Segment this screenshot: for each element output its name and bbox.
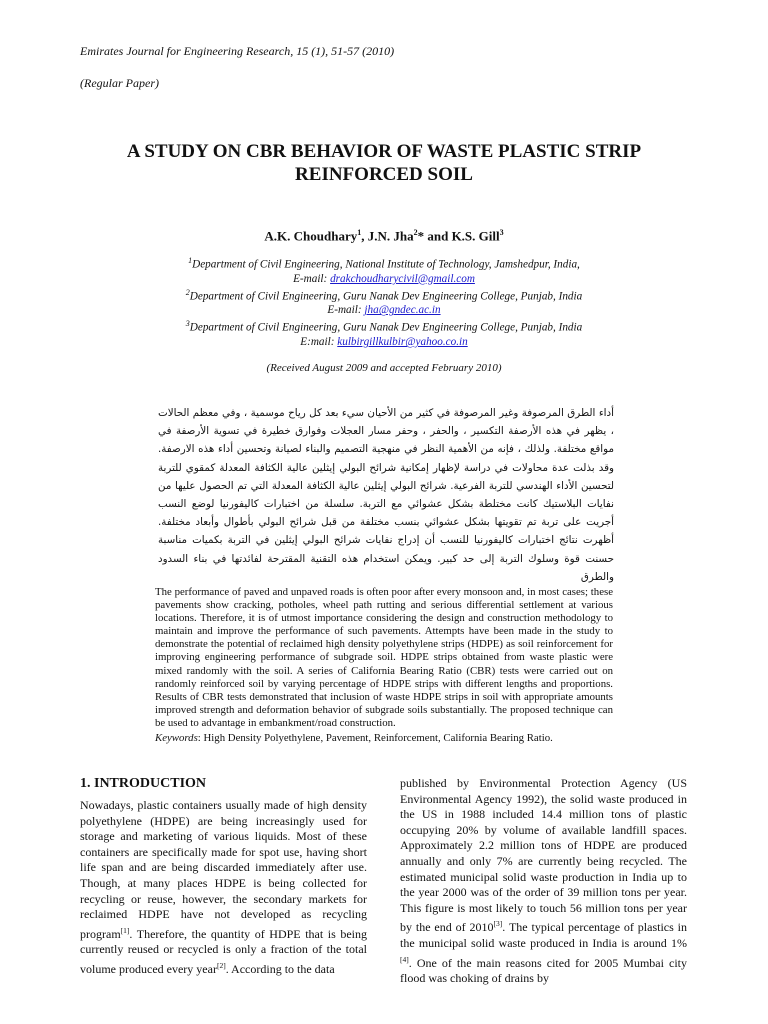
affiliation-number: 1: [188, 256, 193, 265]
affiliation-email-line: [150, 303, 618, 317]
author-list: [80, 228, 688, 244]
affiliation-text: Department of Civil Engineering, Guru Nanak Dev Engineering College, Punjab, India: [189, 290, 583, 303]
keywords-text: High Density Polyethylene, Pavement, Reinforcement, California Bearing Ratio.: [203, 732, 553, 744]
author-name: K.S. Gill: [451, 228, 500, 244]
citation-ref: [4]: [400, 954, 409, 964]
section-heading: 1. INTRODUCTION: [80, 776, 207, 791]
abstract: The performance of paved and unpaved roads is often poor after every monsoon and, in most cases; these pavements show cracking, potholes, wheel path rutting and serious differential settlement at various locations. Therefore, it is of utmost importance considering the design and construction methodology to maintain and improve the performance of such pavements. Attempts have been made in the study to demonstrate the potential of reclaimed high density polyethylene strips (HDPE) as soil reinforcement for improving engineering performance of subgrade soil. HDPE strips obtained from waste plastic were mixed randomly with the soil. A series of California Bearing Ratio (CBR) tests were carried out on randomly reinforced soil by varying percentage of HDPE strips with different lengths and proportions. Results of CBR tests demonstrated that inclusion of waste HDPE strips in soil with appropriate amounts improved strength and deformation behavior of subgrade soils substantially. The proposed technique can be used to advantage in embankment/road construction.: [155, 586, 613, 729]
left-column: [80, 776, 367, 978]
author-affiliation-mark: 1: [357, 228, 362, 237]
affiliation-text: Department of Civil Engineering, National Institute of Technology, Jamshedpur, India,: [192, 258, 580, 271]
author-affiliation-mark: 3: [499, 228, 504, 237]
affiliation-number: 2: [185, 287, 190, 297]
affiliation: [150, 317, 618, 335]
paper-title: A STUDY ON CBR BEHAVIOR OF WASTE PLASTIC STRIP REINFORCED SOIL: [126, 141, 642, 185]
paragraph-text: . The typical percentage of plastics in the municipal solid waste produced in India is around 1%: [400, 920, 688, 950]
paragraph-text: published by Environmental Protection Agency (US Environmental Agency 1992), the solid waste produced in the US in 1988 included 14.4 million tons of plastic occupying 20% by volume of available landfill spaces. Approximately 2.2 million tons of HDPE are produced annually and only 7% are currently being recycled. The estimated municipal solid waste production in India up to the year 2000 was of the order of 39 million tons per year. This figure is most likely to touch 56 million tons per year by the end of 2010: [400, 776, 687, 935]
author-affiliation-mark: 2: [413, 228, 418, 237]
email-label: E-mail:: [327, 304, 365, 317]
affiliation: [150, 286, 618, 304]
email-label: E:mail:: [300, 336, 338, 349]
affiliation-number: 3: [185, 319, 190, 329]
citation-ref: [3]: [493, 919, 503, 929]
email-link[interactable]: drakchoudharycivil@gmail.com: [330, 272, 475, 285]
paragraph-text: Nowadays, plastic containers usually made of high density polyethylene (HDPE) are being increasingly used for storage and marketing of various liquids. Most of these containers are specifically made for spot use, having short life span and are being discarded immediately after use. Though, at many places HDPE is being collected for recycling or reuse, however, the secondary markets for reclaimed HDPE have not developed as recycling program: [80, 798, 367, 941]
right-column: [400, 776, 687, 987]
keywords-separator: :: [197, 732, 204, 744]
affiliation-email-line: [150, 272, 618, 286]
received-dates: (Received August 2009 and accepted February 2010): [266, 362, 502, 374]
journal-citation: Emirates Journal for Engineering Research, 15 (1), 51-57 (2010): [80, 44, 395, 58]
arabic-abstract: أداء الطرق المرصوفة وغير المرصوفة في كثير من الأحيان سيء بعد كل رياح موسمية ، وفي معظم الحالات ، يظهر في هذه الأرصفة التكسير ، والحفر ، وحفر مسار العجلات وفوارق خطيرة في تسوية الأرصفة في مواقع مختلفة. ولذلك ، فإنه من الأهمية النظر في منهجية التصميم والبناء لصيانة وتحسين أداء هذه الارصفة. وقد بذلت عدة محاولات في دراسة لإظهار إمكانية شرائح البولي إيثلين عالية الكثافة المعدلة كمقوي للتربة لتحسين الأداء الهندسي للتربة الفرعية. شرائح البولي إيثلين عالية الكثافة المعدلة التي تم الحصول عليها من نفايات البلاستيك كانت مختلطة بشكل عشوائي مع التربة. سلسلة من اختبارات كاليفورنيا لوضع النسب أجريت على تربة تم تقويتها بشكل عشوائي بنسب مختلفة من قبل شرائح البولي بأطوال وأبعاد مختلفة. أظهرت نتائج اختبارات كاليفورنيا للنسب أن إدراج نفايات شرائح البولي إيثلين في التربة بكميات مناسبة حسنت قوة وسلوك التربة إلى حد كبير. ويمكن استخدام هذه التقنية المقترحة لفائدتها في بناء السدود والطرق: [158, 407, 614, 583]
email-link[interactable]: jha@gndec.ac.in: [364, 304, 441, 317]
paragraph-text: . Therefore, the quantity of HDPE that is being currently reused or recycled is only a fraction of the total volume produced every year: [80, 926, 367, 976]
affiliation: [150, 254, 618, 272]
paragraph-text: . According to the data: [225, 961, 335, 976]
email-label: E-mail:: [293, 272, 331, 285]
citation-ref: [1]: [120, 925, 130, 935]
citation-ref: [2]: [216, 960, 226, 970]
affiliation-text: Department of Civil Engineering, Guru Nanak Dev Engineering College, Punjab, India: [189, 322, 583, 335]
affiliation-list: [150, 254, 618, 349]
keywords: [155, 732, 625, 744]
email-link[interactable]: kulbirgillkulbir@yahoo.co.in: [337, 336, 468, 349]
author-separator: * and: [417, 228, 452, 244]
keywords-label: Keywords: [155, 732, 198, 744]
introduction-paragraph: [80, 798, 367, 978]
author-name: J.N. Jha: [367, 228, 414, 244]
author-separator: ,: [361, 228, 368, 244]
author-name: A.K. Choudhary: [264, 228, 358, 244]
paragraph-text: . One of the main reasons cited for 2005 Mumbai city flood was choking of drains by: [400, 955, 687, 986]
paper-type: (Regular Paper): [80, 76, 159, 90]
affiliation-email-line: [150, 335, 618, 349]
